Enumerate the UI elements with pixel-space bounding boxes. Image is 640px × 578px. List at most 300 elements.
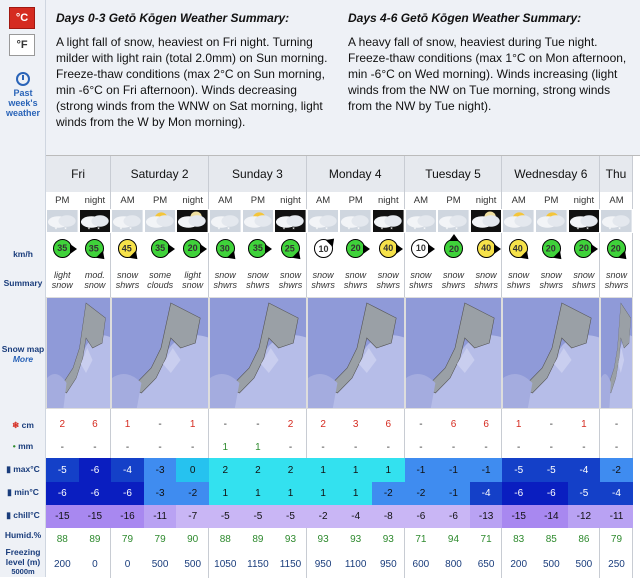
wind-cell bbox=[144, 233, 177, 263]
summary-text: snow shwrs bbox=[572, 270, 596, 290]
chill-temp-value: -5 bbox=[209, 505, 242, 528]
humidity-value: 93 bbox=[350, 533, 362, 545]
period-label: PM bbox=[152, 195, 168, 206]
humidity-value: 94 bbox=[447, 533, 460, 545]
min-temp-value: -6 bbox=[111, 482, 144, 505]
wind-cell bbox=[437, 233, 470, 263]
max-temp-value: -5 bbox=[535, 458, 568, 482]
chill-temp-value: -7 bbox=[176, 505, 209, 528]
period-label: night bbox=[573, 195, 595, 206]
wind-cell bbox=[274, 233, 307, 263]
fahrenheit-button[interactable]: °F bbox=[9, 34, 35, 56]
chill-temp-value: -5 bbox=[242, 505, 275, 528]
wind-speed-icon bbox=[574, 239, 593, 258]
freezing-level-value: 500 bbox=[542, 558, 560, 570]
max-temp-value: -4 bbox=[568, 458, 601, 482]
min-temp-value: -5 bbox=[568, 482, 601, 505]
summary-text: snow shwrs bbox=[278, 270, 303, 290]
max-temp-value: 1 bbox=[339, 458, 372, 482]
cloud-snow-icon bbox=[307, 209, 340, 233]
snowflake-icon: ❄ bbox=[12, 420, 20, 430]
period-label: AM bbox=[120, 195, 135, 206]
svg-text:*: * bbox=[390, 226, 393, 233]
summary-text: snow shwrs bbox=[115, 270, 140, 290]
sun-cloud-icon bbox=[502, 209, 535, 233]
svg-text:*: * bbox=[96, 226, 100, 233]
chill-temp-value: -15 bbox=[502, 505, 535, 528]
wind-speed-value: 40 bbox=[513, 242, 524, 253]
humidity-value: 89 bbox=[89, 533, 101, 545]
snow-value: - bbox=[158, 418, 162, 430]
thermometer-icon: ▮ bbox=[6, 464, 11, 474]
period-label: AM bbox=[511, 195, 526, 206]
rain-value: - bbox=[386, 441, 390, 453]
svg-text:*: * bbox=[455, 226, 459, 233]
freezing-level-value: 1150 bbox=[279, 558, 302, 570]
min-temp-value: -6 bbox=[46, 482, 79, 505]
raindrop-icon: • bbox=[12, 441, 16, 451]
day-header[interactable]: Monday 4 bbox=[307, 156, 405, 192]
summary-text: snow shwrs bbox=[604, 270, 629, 290]
min-temp-value: -2 bbox=[176, 482, 209, 505]
humidity-value: 89 bbox=[252, 533, 264, 545]
wind-speed-icon bbox=[248, 239, 267, 258]
rain-value: - bbox=[582, 441, 586, 453]
snow-map-image[interactable] bbox=[46, 297, 111, 409]
chill-temp-value: -12 bbox=[568, 505, 601, 528]
wind-cell bbox=[46, 233, 79, 263]
snow-value: - bbox=[223, 418, 227, 430]
chill-temp-value: -2 bbox=[307, 505, 340, 528]
svg-text:*: * bbox=[576, 226, 579, 233]
freezing-level-value: 500 bbox=[151, 558, 169, 570]
summary-text: A heavy fall of snow, heaviest during Tue night. Freeze-thaw conditions (max 1°C on Mon afternoon, min -6°C on Wed morning). Winds increasing (light winds from the NW on Tue morning, strong winds from the NW by Tue night). bbox=[348, 35, 627, 113]
thermometer-icon: ▮ bbox=[6, 510, 11, 520]
snow-value: 6 bbox=[92, 418, 98, 430]
svg-text:*: * bbox=[87, 226, 90, 233]
wind-speed-icon bbox=[151, 239, 170, 258]
sun-cloud-icon bbox=[144, 209, 177, 233]
wind-cell bbox=[405, 233, 438, 263]
freezing-level-value: 500 bbox=[184, 558, 202, 570]
period-label: AM bbox=[218, 195, 233, 206]
freezing-row-label: Freezing level (m) bbox=[5, 547, 41, 567]
max-temp-value: 2 bbox=[274, 458, 307, 482]
summary-days-0-3 bbox=[56, 10, 336, 130]
snow-value: 1 bbox=[189, 418, 196, 430]
freezing-row-sublabel: 5000m bbox=[11, 567, 35, 576]
cloud-snow-icon bbox=[339, 209, 372, 233]
period-label: night bbox=[377, 195, 399, 206]
chill-temp-value: -6 bbox=[437, 505, 470, 528]
wind-speed-value: 35 bbox=[252, 243, 263, 253]
wind-speed-icon bbox=[81, 235, 108, 262]
wind-speed-value: 10 bbox=[318, 243, 329, 254]
forecast-table bbox=[46, 155, 640, 577]
max-temp-value: -5 bbox=[46, 458, 79, 482]
summary-text: snow shwrs bbox=[213, 270, 238, 290]
rain-value: - bbox=[191, 441, 195, 453]
cloud-snow-icon bbox=[600, 209, 633, 233]
wind-speed-icon bbox=[346, 239, 365, 258]
wind-speed-value: 20 bbox=[448, 243, 459, 254]
wind-cell bbox=[176, 233, 209, 263]
svg-text:*: * bbox=[315, 226, 319, 233]
summary-text: light snow bbox=[182, 270, 204, 290]
max-temp-value: 0 bbox=[176, 458, 209, 482]
svg-text:*: * bbox=[618, 226, 622, 233]
freezing-level-value: 0 bbox=[92, 558, 98, 570]
humidity-value: 71 bbox=[415, 533, 427, 545]
wind-cell bbox=[242, 233, 275, 263]
cloud-snow-night-icon bbox=[79, 209, 112, 233]
summary-text: snow shwrs bbox=[441, 270, 466, 290]
humidity-value: 90 bbox=[187, 533, 199, 545]
wind-speed-value: 40 bbox=[383, 243, 394, 253]
min-temp-value: -3 bbox=[144, 482, 177, 505]
rain-value: - bbox=[484, 441, 488, 453]
period-label: AM bbox=[413, 195, 429, 206]
min-temp-value: -6 bbox=[79, 482, 112, 505]
chill-temp-value: -6 bbox=[405, 505, 438, 528]
chill-temp-value: -4 bbox=[339, 505, 372, 528]
snow-value: 6 bbox=[385, 418, 392, 430]
summary-text: mod. snow bbox=[84, 270, 106, 290]
day-header[interactable]: Fri bbox=[46, 156, 111, 192]
wind-speed-icon bbox=[477, 239, 496, 258]
chill-temp-value: -11 bbox=[600, 505, 633, 528]
period-label: night bbox=[84, 195, 106, 206]
wind-speed-icon bbox=[310, 235, 337, 262]
snow-value: 1 bbox=[124, 418, 131, 430]
max-temp-value: -3 bbox=[144, 458, 177, 482]
cloud-snow-icon bbox=[209, 209, 242, 233]
freezing-level-value: 500 bbox=[575, 558, 593, 570]
snow-map-image[interactable] bbox=[209, 297, 307, 409]
wind-speed-value: 40 bbox=[481, 243, 492, 253]
snow-value: - bbox=[256, 418, 260, 430]
cloud-snow-icon bbox=[437, 209, 470, 233]
summary-text: snow shwrs bbox=[343, 270, 368, 290]
min-temp-value: -2 bbox=[372, 482, 405, 505]
rain-value: - bbox=[321, 441, 325, 453]
period-label: PM bbox=[446, 195, 461, 206]
snow-map-image[interactable] bbox=[502, 297, 600, 409]
humidity-value: 86 bbox=[578, 533, 590, 545]
min-temp-value: -4 bbox=[470, 482, 503, 505]
period-label: AM bbox=[609, 195, 624, 206]
rain-value: - bbox=[354, 441, 358, 453]
summary-text: snow shwrs bbox=[506, 270, 531, 290]
rain-value: - bbox=[60, 441, 64, 453]
chill-temp-value: -15 bbox=[79, 505, 112, 528]
max-temp-value: 2 bbox=[209, 458, 242, 482]
humidity-value: 88 bbox=[56, 533, 68, 545]
svg-text:*: * bbox=[585, 226, 589, 233]
min-temp-value: 1 bbox=[339, 482, 372, 505]
summary-text: snow shwrs bbox=[246, 270, 270, 290]
humidity-value: 83 bbox=[513, 533, 525, 545]
clock-icon bbox=[16, 72, 30, 86]
summary-text: snow shwrs bbox=[539, 270, 564, 290]
rain-value: - bbox=[288, 441, 293, 453]
past-weather-link[interactable] bbox=[2, 72, 44, 118]
svg-text:*: * bbox=[292, 226, 296, 233]
freezing-level-value: 600 bbox=[412, 558, 430, 570]
rain-value: - bbox=[93, 441, 97, 453]
chill-temp-value: -16 bbox=[111, 505, 144, 528]
humidity-value: 85 bbox=[545, 533, 557, 545]
snow-value: - bbox=[419, 418, 423, 430]
chill-temp-value: -11 bbox=[144, 505, 177, 528]
wind-speed-value: 30 bbox=[220, 242, 231, 253]
celsius-button[interactable]: °C bbox=[9, 7, 35, 29]
humidity-value: 79 bbox=[610, 533, 623, 545]
snow-map-image[interactable] bbox=[307, 297, 405, 409]
sidebar bbox=[0, 0, 46, 577]
max-temp-value: -4 bbox=[111, 458, 144, 482]
wind-cell bbox=[502, 233, 535, 263]
snow-value: 6 bbox=[450, 418, 457, 430]
wind-speed-value: 25 bbox=[285, 242, 296, 253]
wind-speed-value: 35 bbox=[57, 243, 68, 253]
cloud-snow-icon bbox=[405, 209, 438, 233]
summary-panel bbox=[46, 0, 640, 155]
wind-speed-icon bbox=[505, 235, 532, 262]
snow-value: 2 bbox=[59, 418, 66, 430]
max-temp-value: 1 bbox=[372, 458, 405, 482]
period-label: night bbox=[475, 195, 497, 206]
humidity-value: 93 bbox=[382, 533, 394, 545]
rain-value: - bbox=[549, 441, 553, 453]
svg-text:*: * bbox=[348, 226, 351, 233]
period-label: night bbox=[182, 195, 203, 206]
freezing-level-value: 950 bbox=[379, 558, 397, 570]
rain-value: - bbox=[451, 441, 456, 453]
wind-speed-icon bbox=[212, 235, 239, 262]
wind-speed-icon bbox=[183, 239, 202, 258]
svg-text:*: * bbox=[422, 226, 426, 233]
wind-speed-value: 35 bbox=[89, 242, 100, 253]
day-header[interactable]: Sunday 3 bbox=[209, 156, 307, 192]
snow-map-image[interactable] bbox=[600, 297, 633, 409]
snow-value: - bbox=[549, 418, 553, 430]
min-temp-value: -1 bbox=[437, 482, 470, 505]
sun-cloud-icon bbox=[242, 209, 275, 233]
cloud-snow-night-icon bbox=[568, 209, 601, 233]
svg-text:*: * bbox=[217, 226, 221, 233]
freezing-level-value: 800 bbox=[445, 558, 462, 570]
chill-temp-value: -13 bbox=[470, 505, 503, 528]
chill-temp-value: -5 bbox=[274, 505, 307, 528]
wind-cell bbox=[307, 233, 340, 263]
wind-speed-icon bbox=[53, 239, 72, 258]
snow-value: 3 bbox=[352, 418, 359, 430]
wind-cell bbox=[535, 233, 568, 263]
chill-temp-value: -8 bbox=[372, 505, 405, 528]
wind-speed-icon bbox=[277, 235, 304, 262]
snow-value: - bbox=[614, 418, 619, 430]
svg-text:*: * bbox=[325, 226, 328, 233]
humidity-value: 93 bbox=[317, 533, 329, 545]
svg-text:*: * bbox=[64, 226, 67, 233]
summary-title: Days 0-3 Getō Kōgen Weather Summary: bbox=[56, 11, 290, 25]
max-temp-value: 1 bbox=[307, 458, 340, 482]
max-temp-value: -2 bbox=[600, 458, 633, 482]
summary-days-4-6 bbox=[348, 10, 628, 114]
humid-row-label: Humid.% bbox=[4, 530, 42, 540]
snow-value: 6 bbox=[483, 418, 489, 430]
humidity-value: 79 bbox=[121, 533, 134, 545]
summary-text: light snow bbox=[51, 270, 73, 290]
summary-text: A light fall of snow, heaviest on Fri night. Turning milder with light rain (total 2.0mm) on Sun morning. Freeze-thaw conditions (max 2°C on Sun morning, min -6°C on Fri afternoon). Winds decreasing (strong winds from the WNW on Sat morning, light winds from the W by Mon morning). bbox=[56, 35, 328, 129]
svg-text:*: * bbox=[227, 226, 230, 233]
rain-value: - bbox=[419, 441, 423, 453]
sun-cloud-icon bbox=[535, 209, 568, 233]
cloud-snow-icon bbox=[46, 209, 79, 233]
min-row-label: ▮ min°C bbox=[7, 487, 39, 497]
wind-cell bbox=[111, 233, 144, 263]
max-row-label: ▮ max°C bbox=[6, 464, 40, 474]
wind-cell bbox=[600, 233, 633, 263]
svg-text:*: * bbox=[413, 226, 416, 233]
wind-speed-value: 20 bbox=[578, 243, 589, 253]
wind-cell bbox=[339, 233, 372, 263]
snowmap-row-label: Snow map bbox=[1, 344, 45, 354]
wind-speed-icon bbox=[114, 235, 141, 262]
rain-row-label: • mm bbox=[12, 441, 34, 451]
chill-temp-value: -15 bbox=[46, 505, 79, 528]
max-temp-value: 2 bbox=[242, 458, 275, 482]
wind-speed-value: 20 bbox=[350, 243, 361, 253]
snow-value: 1 bbox=[581, 418, 587, 430]
summary-text: snow shwrs bbox=[474, 270, 498, 290]
wind-row-label: km/h bbox=[13, 249, 33, 259]
chill-row-label: ▮ chill°C bbox=[6, 510, 40, 520]
max-temp-value: -1 bbox=[405, 458, 438, 482]
freezing-level-value: 200 bbox=[510, 558, 528, 570]
freezing-level-value: 200 bbox=[53, 558, 71, 570]
rain-value: - bbox=[158, 441, 162, 453]
cloud-snow-night-icon bbox=[372, 209, 405, 233]
max-temp-value: -6 bbox=[79, 458, 112, 482]
snow-map-image[interactable] bbox=[405, 297, 503, 409]
past-weather-label: Past week's weather bbox=[5, 88, 40, 118]
wind-cell bbox=[470, 233, 503, 263]
moon-cloud-icon bbox=[470, 209, 503, 233]
humidity-value: 88 bbox=[219, 533, 231, 545]
svg-text:*: * bbox=[608, 226, 612, 233]
svg-text:*: * bbox=[445, 226, 449, 233]
min-temp-value: -4 bbox=[600, 482, 633, 505]
svg-text:*: * bbox=[54, 226, 58, 233]
summary-title: Days 4-6 Getō Kōgen Weather Summary: bbox=[348, 11, 582, 25]
snow-map-image[interactable] bbox=[111, 297, 209, 409]
rain-value: - bbox=[614, 441, 619, 453]
max-temp-value: -5 bbox=[502, 458, 535, 482]
svg-text:*: * bbox=[129, 226, 133, 233]
wind-speed-icon bbox=[538, 235, 565, 262]
snow-row-label: ❄ cm bbox=[12, 420, 34, 430]
min-temp-value: 1 bbox=[274, 482, 307, 505]
rain-value: - bbox=[125, 441, 130, 453]
humidity-value: 93 bbox=[284, 533, 297, 545]
svg-text:*: * bbox=[119, 226, 123, 233]
freezing-level-value: 250 bbox=[608, 558, 625, 570]
freezing-level-value: 1100 bbox=[344, 558, 367, 570]
min-temp-value: -2 bbox=[405, 482, 438, 505]
snow-value: 2 bbox=[320, 418, 326, 430]
period-label: PM bbox=[55, 195, 70, 206]
wind-speed-icon bbox=[603, 235, 630, 262]
period-label: PM bbox=[544, 195, 559, 206]
snow-value: 1 bbox=[515, 418, 522, 430]
min-temp-value: 1 bbox=[307, 482, 340, 505]
freezing-level-value: 950 bbox=[314, 558, 332, 570]
freezing-level-value: 0 bbox=[124, 558, 131, 570]
max-temp-value: -1 bbox=[437, 458, 470, 482]
summary-row-label: Summary bbox=[3, 278, 43, 288]
summary-text: snow shwrs bbox=[311, 270, 335, 290]
svg-text:*: * bbox=[282, 226, 286, 233]
min-temp-value: 1 bbox=[209, 482, 242, 505]
period-label: night bbox=[280, 195, 301, 206]
freezing-level-value: 1150 bbox=[247, 558, 269, 570]
wind-speed-icon bbox=[379, 239, 398, 258]
freezing-level-value: 650 bbox=[477, 558, 495, 570]
rain-value: - bbox=[517, 441, 521, 453]
thermometer-icon: ▮ bbox=[7, 487, 12, 497]
snow-value: 2 bbox=[287, 418, 294, 430]
day-header[interactable]: Tuesday 5 bbox=[405, 156, 503, 192]
day-header[interactable]: Wednesday 6 bbox=[502, 156, 600, 192]
wind-speed-value: 10 bbox=[415, 243, 426, 253]
wind-speed-value: 45 bbox=[122, 242, 133, 253]
min-temp-value: -6 bbox=[535, 482, 568, 505]
cloud-snow-icon bbox=[111, 209, 144, 233]
summary-text: snow shwrs bbox=[376, 270, 401, 290]
min-temp-value: -6 bbox=[502, 482, 535, 505]
summary-text: some clouds bbox=[147, 270, 174, 290]
moon-cloud-icon bbox=[176, 209, 209, 233]
day-header[interactable]: Thu bbox=[600, 156, 633, 192]
wind-speed-value: 20 bbox=[187, 243, 198, 253]
freezing-level-value: 1050 bbox=[214, 558, 237, 570]
wind-speed-value: 20 bbox=[611, 242, 622, 253]
day-header[interactable]: Saturday 2 bbox=[111, 156, 209, 192]
humidity-value: 79 bbox=[154, 533, 166, 545]
svg-text:*: * bbox=[357, 226, 361, 233]
rain-value: 1 bbox=[222, 441, 229, 453]
wind-speed-value: 20 bbox=[546, 242, 557, 253]
humidity-value: 71 bbox=[480, 533, 492, 545]
cloud-snow-night-icon bbox=[274, 209, 307, 233]
wind-cell bbox=[79, 233, 112, 263]
summary-text: snow shwrs bbox=[409, 270, 433, 290]
svg-text:*: * bbox=[380, 226, 384, 233]
wind-cell bbox=[372, 233, 405, 263]
period-label: PM bbox=[348, 195, 363, 206]
wind-cell bbox=[209, 233, 242, 263]
max-temp-value: -1 bbox=[470, 458, 503, 482]
snowmap-more-link[interactable]: More bbox=[12, 354, 34, 364]
period-label: AM bbox=[315, 195, 331, 206]
wind-speed-value: 35 bbox=[155, 243, 166, 253]
wind-speed-icon bbox=[411, 239, 430, 258]
wind-speed-icon bbox=[444, 239, 463, 258]
wind-cell bbox=[568, 233, 601, 263]
chill-temp-value: -14 bbox=[535, 505, 568, 528]
